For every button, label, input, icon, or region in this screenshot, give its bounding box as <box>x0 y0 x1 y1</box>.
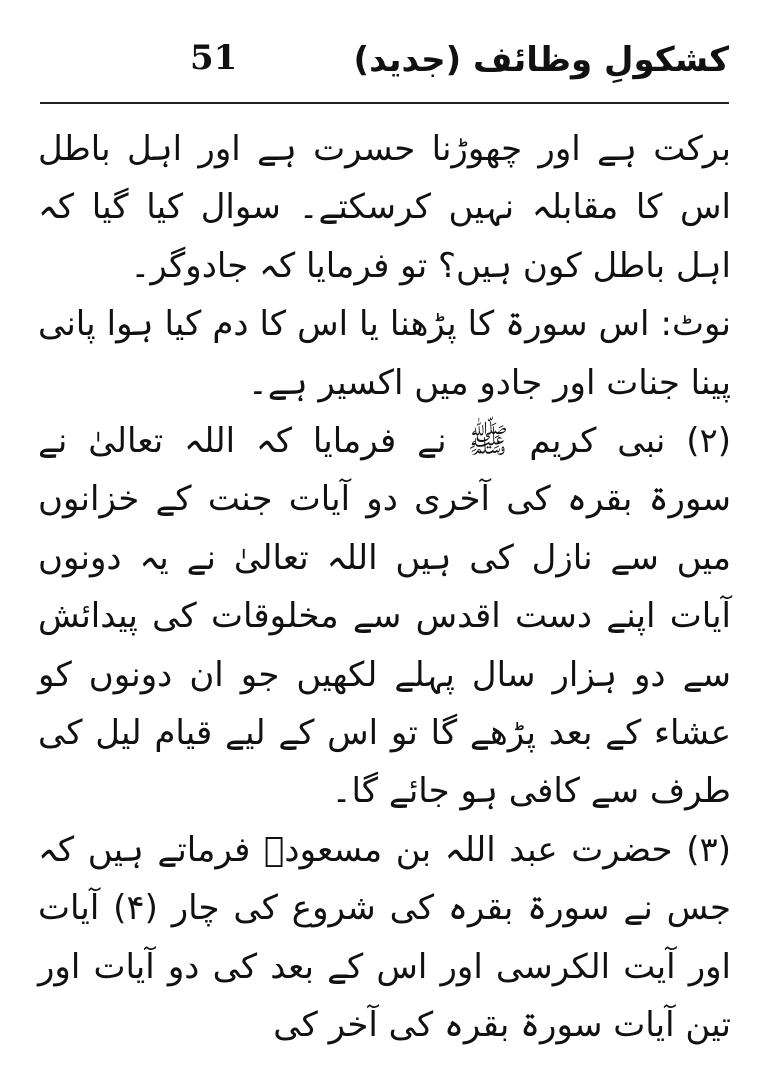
paragraph: (۳) حضرت عبد اللہ بن مسعودؓ فرماتے ہیں کہ جس نے سورۃ بقرہ کی شروع کی چار (۴) آیات اور آیت الکرسی اور اس کے بعد کی دو آیات اور تین آیات سورۃ بقرہ کی آخر کی <box>38 829 731 1046</box>
book-title: کشکولِ وظائف (جدید) <box>353 40 729 80</box>
body-text <box>38 120 731 1055</box>
page-header <box>40 38 729 94</box>
paragraph: برکت ہے اور چھوڑنا حسرت ہے اور اہل باطل اس کا مقابلہ نہیں کرسکتے۔ سوال کیا گیا کہ اہل باطل کون ہیں؟ تو فرمایا کہ جادوگر۔ <box>38 129 731 286</box>
paragraph: (۲) نبی کریم ﷺ نے فرمایا کہ اللہ تعالیٰ نے سورۃ بقرہ کی آخری دو آیات جنت کے خزانوں میں سے نازل کی ہیں اللہ تعالیٰ نے یہ دونوں آیات اپنے دست اقدس سے مخلوقات کی پیدائش سے دو ہزار سال پہلے لکھیں جو ان دونوں کو عشاء کے بعد پڑھے گا تو اس کے لیے قیام لیل کی طرف سے کافی ہو جائے گا۔ <box>38 421 731 812</box>
paragraph: نوٹ: اس سورۃ کا پڑھنا یا اس کا دم کیا ہوا پانی پینا جنات اور جادو میں اکسیر ہے۔ <box>38 304 731 403</box>
page-number: 51 <box>190 38 238 78</box>
header-divider <box>40 102 729 104</box>
